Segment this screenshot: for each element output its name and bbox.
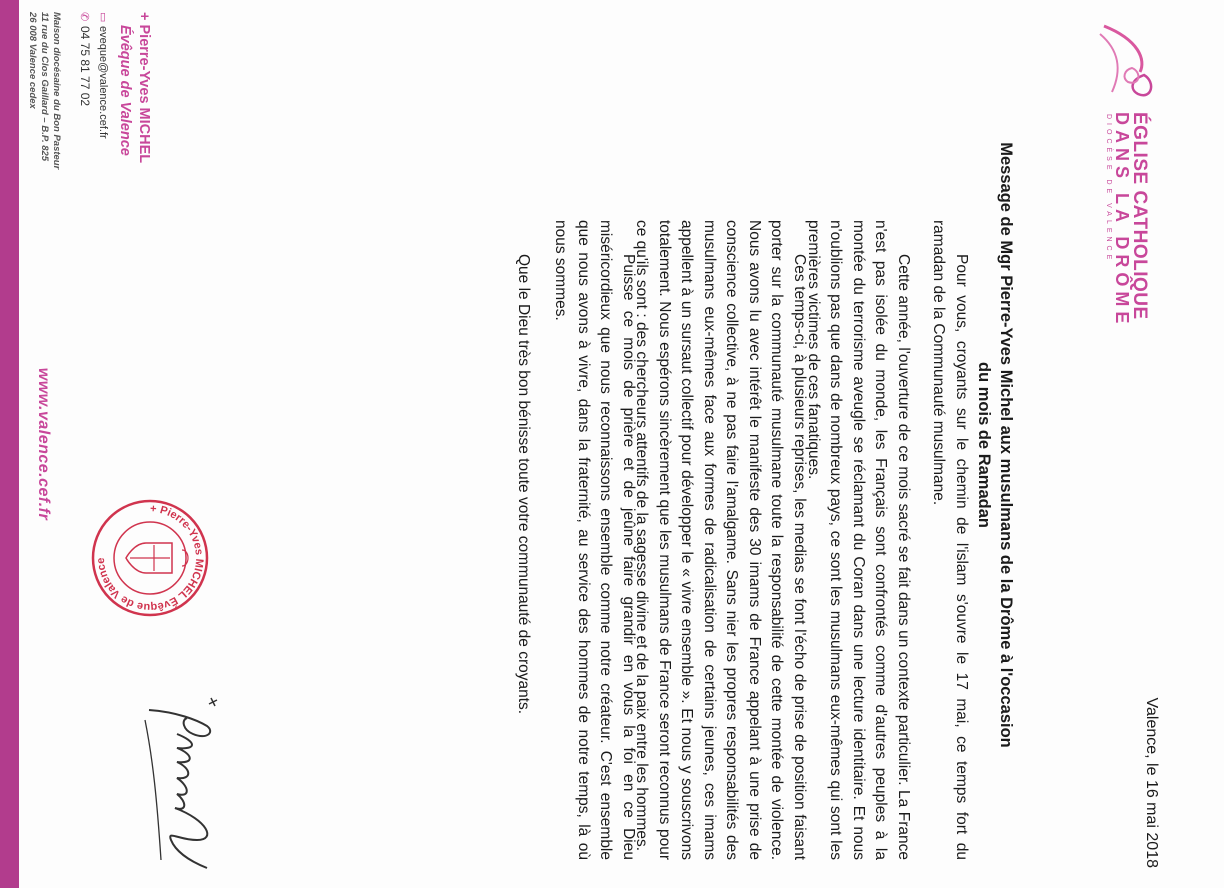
phone-icon: ✆ bbox=[78, 12, 90, 22]
letter-date: Valence, le 16 mai 2018 bbox=[1143, 697, 1160, 868]
title-line-2: du mois de Ramadan bbox=[975, 362, 993, 528]
address-line-1: Maison diocésaine du Bon Pasteur bbox=[51, 12, 62, 170]
contact-phone-row bbox=[78, 12, 92, 106]
letterhead-line-2: DANS LA DRÔME bbox=[1112, 112, 1132, 329]
bishop-name: + Pierre-Yves MICHEL bbox=[136, 12, 152, 164]
bishop-role: Évêque de Valence bbox=[117, 25, 133, 156]
contact-phone: 04 75 81 77 02 bbox=[78, 26, 92, 107]
paragraph-1: Pour vous, croyants sur le chemin de l'islam s'ouvre le 17 mai, ce temps fort du ramadan de la Communauté musulmane. bbox=[930, 220, 970, 860]
email-icon: ▭ bbox=[97, 12, 109, 23]
paragraph-2: Cette année, l'ouverture de ce mois sacré se fait dans un contexte particulier. La France n'est pas isolée du monde, les Français sont confrontés comme d'autres peuples à la montée du terrorisme aveugle se réclamant du Coran dans une lecture identitaire. Et nous n'oublions pas que dans de nombreux pays, ce sont les musulmans eux-mêmes qui sont les premières victimes de ces fanatiques. bbox=[805, 220, 912, 860]
title-line-1: Message de Mgr Pierre-Yves Michel aux musulmans de la Drôme à l'occasion bbox=[997, 142, 1015, 748]
website-link[interactable]: www.valence.cef.fr bbox=[35, 367, 52, 521]
letterhead-line-1: ÉGLISE CATHOLIQUE bbox=[1129, 112, 1150, 320]
address-line-3: 26 008 Valence cedex bbox=[27, 12, 38, 109]
closing-blessing: Que le Dieu très bon bénisse toute votre communauté de croyants. bbox=[515, 254, 532, 715]
contact-email-row bbox=[97, 12, 110, 139]
paragraph-4: Puisse ce mois de prière et de jeûne faire grandir en vous la foi en ce Dieu miséricordieux que nous reconnaissons ensemble comme notre créateur. C'est ensemble que nous avons à vivre, dans la fraternité, au service des hommes de notre temps, là où nous sommes. bbox=[552, 220, 637, 860]
episcopal-seal-icon bbox=[90, 498, 210, 618]
letter-document bbox=[12, 0, 1212, 888]
seal-text: + Pierre-Yves MICHEL Évêque de Valence bbox=[94, 502, 206, 614]
letter-title bbox=[973, 60, 1017, 830]
signature-icon bbox=[137, 690, 237, 880]
letterhead-line-3: DIOCÈSE DE VALENCE bbox=[1105, 114, 1112, 264]
paragraph-3: Ces temps-ci, à plusieurs reprises, les medias se font l'écho de prise de position faisant porter sur la communauté musulmane toute la responsabilité de cette montée de violence. Nous avons lu avec intérêt le manifeste des 30 imams de France appelant à une prise de conscience collective, à ne pas faire l'amalgame. Sans nier les propres responsabilités des musulmans eux-mêmes face aux formes de radicalisation de certains jeunes, ces imams appellent à un sursaut collectif pour développer le « vivre ensemble ». Et nous y souscrivons totalement. Nous espérons sincèrement que les musulmans de France seront reconnus pour ce qu'ils sont : des chercheurs attentifs de la sagesse divine et de la paix entre les hommes. bbox=[633, 220, 808, 860]
address-line-2: 11 rue du Clos Gaillard – B.P. 825 bbox=[39, 12, 50, 162]
contact-email[interactable]: eveque@valence.cef.fr bbox=[97, 26, 109, 139]
